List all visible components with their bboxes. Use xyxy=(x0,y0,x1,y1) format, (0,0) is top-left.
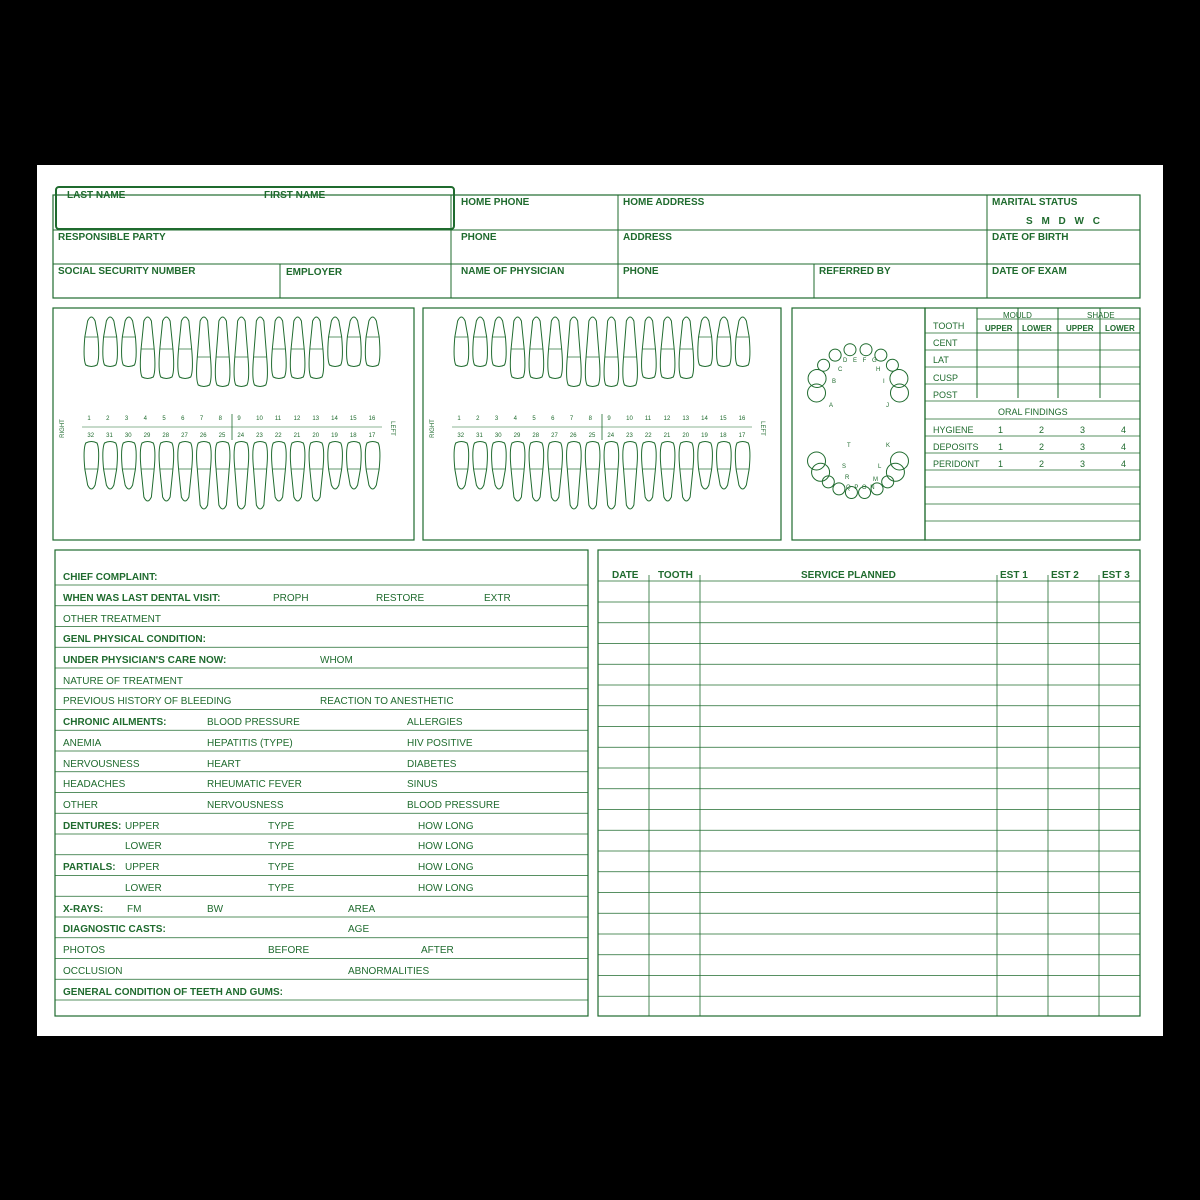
bleeding-label: PREVIOUS HISTORY OF BLEEDING xyxy=(63,696,232,707)
blood-pressure-label: BLOOD PRESSURE xyxy=(207,717,300,728)
perm2-lower-22: 22 xyxy=(644,433,652,439)
perm2-lower-26: 26 xyxy=(569,433,577,439)
anemia-label: ANEMIA xyxy=(63,738,102,749)
general-condition-label: GENERAL CONDITION OF TEETH AND GUMS: xyxy=(63,987,283,998)
tooth-col-header: TOOTH xyxy=(658,570,693,581)
phone2-label: PHONE xyxy=(623,266,659,277)
perm-lower-27: 27 xyxy=(181,433,188,439)
hepatitis-label: HEPATITIS (TYPE) xyxy=(207,738,293,749)
perm2-upper-14: 14 xyxy=(701,416,708,422)
perm2-left-label: LEFT xyxy=(758,421,765,436)
chronic-label: CHRONIC AILMENTS: xyxy=(63,717,167,728)
perm2-lower-30: 30 xyxy=(494,433,502,439)
perm2-right-label: RIGHT xyxy=(429,419,436,438)
deposits-1[interactable]: 1 xyxy=(998,442,1004,452)
ssn-label: SOCIAL SECURITY NUMBER xyxy=(58,266,196,277)
hygiene-2[interactable]: 2 xyxy=(1039,425,1045,435)
other-label: OTHER xyxy=(63,800,98,811)
diabetes-label: DIABETES xyxy=(407,759,457,770)
primary-letter-b: B xyxy=(832,379,837,385)
primary-letter-a: A xyxy=(829,403,834,409)
age-label: AGE xyxy=(348,924,370,935)
peridont-3[interactable]: 3 xyxy=(1080,459,1086,469)
primary-upper-arch xyxy=(808,344,909,402)
primary-letter-l: L xyxy=(878,464,882,470)
phone-label: PHONE xyxy=(461,232,497,243)
last-visit-label: WHEN WAS LAST DENTAL VISIT: xyxy=(63,593,221,604)
partials-label: PARTIALS: xyxy=(63,862,116,873)
nervousness2-label: NERVOUSNESS xyxy=(207,800,284,811)
reaction-label: REACTION TO ANESTHETIC xyxy=(320,696,454,707)
photos-label: PHOTOS xyxy=(63,945,106,956)
nature-label: NATURE OF TREATMENT xyxy=(63,676,183,687)
service-col-header: SERVICE PLANNED xyxy=(801,570,896,581)
sinus-label: SINUS xyxy=(407,779,438,790)
perm2-lower-17: 17 xyxy=(738,433,746,439)
perm2-lower-28: 28 xyxy=(532,433,540,439)
perm-lower-17: 17 xyxy=(368,433,376,439)
perm-upper-4: 4 xyxy=(143,416,147,422)
peridont-1[interactable]: 1 xyxy=(998,459,1004,469)
dentures-label: DENTURES: xyxy=(63,821,122,832)
occlusion-label: OCCLUSION xyxy=(63,966,123,977)
perm2-upper-8: 8 xyxy=(588,416,592,422)
perm-upper-9: 9 xyxy=(237,416,241,422)
shade-lower: LOWER xyxy=(1105,324,1135,333)
first-name-label: FIRST NAME xyxy=(264,190,326,201)
perm2-upper-16: 16 xyxy=(738,416,746,422)
mould-upper: UPPER xyxy=(985,324,1013,333)
mould-header: MOULD xyxy=(1003,311,1032,320)
shade-upper: UPPER xyxy=(1066,324,1094,333)
est3-col-header: EST 3 xyxy=(1102,570,1130,581)
perm-upper-13: 13 xyxy=(312,416,320,422)
peridont-4[interactable]: 4 xyxy=(1121,459,1127,469)
before-label: BEFORE xyxy=(268,945,310,956)
extr-label: EXTR xyxy=(484,593,511,604)
dental-record-card xyxy=(37,165,1163,1036)
perm2-upper-15: 15 xyxy=(719,416,727,422)
allergies-label: ALLERGIES xyxy=(407,717,463,728)
hygiene-1[interactable]: 1 xyxy=(998,425,1004,435)
home-address-label: HOME ADDRESS xyxy=(623,197,705,208)
perm-lower-31: 31 xyxy=(106,433,113,439)
last-name-label: LAST NAME xyxy=(67,190,126,201)
mould-row-cent: CENT xyxy=(933,338,958,348)
perm-lower-25: 25 xyxy=(218,433,226,439)
perm-upper-16: 16 xyxy=(368,416,376,422)
perm2-upper-4: 4 xyxy=(513,416,517,422)
perm-lower-26: 26 xyxy=(199,433,207,439)
lower-teeth-illustration xyxy=(84,442,380,510)
rheumatic-label: RHEUMATIC FEVER xyxy=(207,779,302,790)
perm2-upper-11: 11 xyxy=(644,416,652,422)
area-label: AREA xyxy=(348,904,376,915)
perm-upper-6: 6 xyxy=(181,416,185,422)
est2-col-header: EST 2 xyxy=(1051,570,1079,581)
partials-upper-type: TYPE xyxy=(268,862,295,873)
perm-upper-15: 15 xyxy=(349,416,357,422)
perm-right-label: RIGHT xyxy=(59,419,66,438)
referred-by-label: REFERRED BY xyxy=(819,266,891,277)
deposits-label: DEPOSITS xyxy=(933,442,979,452)
perm2-lower-19: 19 xyxy=(701,433,708,439)
primary-letter-k: K xyxy=(886,443,891,449)
perm2-lower-21: 21 xyxy=(663,433,671,439)
perm-upper-11: 11 xyxy=(274,416,282,422)
oral-findings-title: ORAL FINDINGS xyxy=(998,407,1068,417)
mould-row-lat: LAT xyxy=(933,355,949,365)
perm2-lower-32: 32 xyxy=(457,433,465,439)
perm2-upper-9: 9 xyxy=(607,416,611,422)
home-phone-label: HOME PHONE xyxy=(461,197,530,208)
date-of-birth-label: DATE OF BIRTH xyxy=(992,232,1069,243)
primary-letter-i: I xyxy=(883,379,885,385)
deposits-4[interactable]: 4 xyxy=(1121,442,1127,452)
perm-upper-5: 5 xyxy=(162,416,166,422)
peridont-2[interactable]: 2 xyxy=(1039,459,1045,469)
perm-lower-24: 24 xyxy=(237,433,245,439)
mould-lower: LOWER xyxy=(1022,324,1052,333)
perm2-lower-31: 31 xyxy=(476,433,483,439)
primary-letter-m: M xyxy=(873,477,878,483)
proph-label: PROPH xyxy=(273,593,309,604)
nervousness-label: NERVOUSNESS xyxy=(63,759,140,770)
perm-lower-23: 23 xyxy=(256,433,263,439)
name-field[interactable] xyxy=(55,186,455,230)
fm-label: FM xyxy=(127,904,142,915)
partials-lower-howlong: HOW LONG xyxy=(418,883,474,894)
partials-lower-type: TYPE xyxy=(268,883,295,894)
lower-teeth-illustration-2 xyxy=(454,442,750,510)
perm2-lower-29: 29 xyxy=(513,433,521,439)
after-label: AFTER xyxy=(421,945,454,956)
upper-teeth-illustration-2 xyxy=(454,317,750,387)
peridont-label: PERIDONT xyxy=(933,459,980,469)
perm-lower-19: 19 xyxy=(331,433,338,439)
casts-label: DIAGNOSTIC CASTS: xyxy=(63,924,166,935)
xrays-label: X-RAYS: xyxy=(63,904,104,915)
partials-upper: UPPER xyxy=(125,862,160,873)
primary-letter-t: T xyxy=(847,443,851,449)
perm2-lower-18: 18 xyxy=(719,433,727,439)
perm-upper-10: 10 xyxy=(256,416,263,422)
chief-complaint-label: CHIEF COMPLAINT: xyxy=(63,572,158,583)
whom-label: WHOM xyxy=(320,655,353,666)
perm-lower-18: 18 xyxy=(349,433,357,439)
deposits-3[interactable]: 3 xyxy=(1080,442,1086,452)
tooth-header: TOOTH xyxy=(933,321,965,331)
marital-status-label: MARITAL STATUS xyxy=(992,197,1078,208)
perm2-lower-25: 25 xyxy=(588,433,596,439)
services-box xyxy=(598,550,1140,1016)
genl-condition-label: GENL PHYSICAL CONDITION: xyxy=(63,634,206,645)
perm2-lower-27: 27 xyxy=(551,433,558,439)
perm2-lower-23: 23 xyxy=(626,433,633,439)
primary-lower-letters: Q P O N xyxy=(846,485,876,491)
primary-upper-letters: D E F G xyxy=(843,358,879,364)
partials-upper-howlong: HOW LONG xyxy=(418,862,474,873)
perm-left-label: LEFT xyxy=(388,421,395,436)
perm-upper-2: 2 xyxy=(106,416,110,422)
partials-lower: LOWER xyxy=(125,883,162,894)
perm2-upper-13: 13 xyxy=(682,416,690,422)
primary-letter-j: J xyxy=(886,403,889,409)
date-of-exam-label: DATE OF EXAM xyxy=(992,266,1067,277)
heart-label: HEART xyxy=(207,759,241,770)
primary-letter-s: S xyxy=(842,464,847,470)
perm-lower-30: 30 xyxy=(124,433,132,439)
abnormalities-label: ABNORMALITIES xyxy=(348,966,430,977)
perm2-upper-5: 5 xyxy=(532,416,536,422)
hygiene-label: HYGIENE xyxy=(933,425,974,435)
responsible-party-label: RESPONSIBLE PARTY xyxy=(58,232,166,243)
perm2-upper-2: 2 xyxy=(476,416,480,422)
mould-row-cusp: CUSP xyxy=(933,373,959,383)
mould-row-post: POST xyxy=(933,390,958,400)
dentures-lower: LOWER xyxy=(125,841,162,852)
hiv-label: HIV POSITIVE xyxy=(407,738,473,749)
date-col-header: DATE xyxy=(612,570,639,581)
headaches-label: HEADACHES xyxy=(63,779,126,790)
perm2-lower-20: 20 xyxy=(682,433,690,439)
perm2-upper-1: 1 xyxy=(457,416,461,422)
employer-label: EMPLOYER xyxy=(286,267,343,278)
perm-upper-7: 7 xyxy=(199,416,204,422)
perm-lower-32: 32 xyxy=(87,433,95,439)
shade-header: SHADE xyxy=(1087,311,1115,320)
perm-upper-3: 3 xyxy=(124,416,129,422)
perm-upper-1: 1 xyxy=(87,416,91,422)
address-label: ADDRESS xyxy=(623,232,672,243)
blood-pressure2-label: BLOOD PRESSURE xyxy=(407,800,500,811)
est1-col-header: EST 1 xyxy=(1000,570,1028,581)
perm-lower-29: 29 xyxy=(143,433,151,439)
perm-lower-22: 22 xyxy=(274,433,282,439)
perm2-upper-7: 7 xyxy=(569,416,574,422)
perm-lower-20: 20 xyxy=(312,433,320,439)
hygiene-4[interactable]: 4 xyxy=(1121,425,1127,435)
dentures-upper: UPPER xyxy=(125,821,160,832)
dentures-lower-howlong: HOW LONG xyxy=(418,841,474,852)
dentures-upper-howlong: HOW LONG xyxy=(418,821,474,832)
perm2-lower-24: 24 xyxy=(607,433,615,439)
restore-label: RESTORE xyxy=(376,593,425,604)
upper-teeth-illustration xyxy=(84,317,380,387)
perm-upper-8: 8 xyxy=(218,416,222,422)
deposits-2[interactable]: 2 xyxy=(1039,442,1045,452)
perm-upper-14: 14 xyxy=(331,416,338,422)
primary-letter-r: R xyxy=(845,475,850,481)
dentures-upper-type: TYPE xyxy=(268,821,295,832)
primary-chart-panel xyxy=(792,308,925,540)
perm2-upper-10: 10 xyxy=(626,416,633,422)
perm2-upper-12: 12 xyxy=(663,416,671,422)
marital-codes: S M D W C xyxy=(1026,216,1103,227)
primary-letter-c: C xyxy=(838,367,843,373)
perm-lower-28: 28 xyxy=(162,433,170,439)
primary-letter-h: H xyxy=(876,367,881,373)
bw-label: BW xyxy=(207,904,224,915)
other-treatment-label: OTHER TREATMENT xyxy=(63,614,161,625)
under-care-label: UNDER PHYSICIAN'S CARE NOW: xyxy=(63,655,227,666)
perm-lower-21: 21 xyxy=(293,433,301,439)
hygiene-3[interactable]: 3 xyxy=(1080,425,1086,435)
physician-label: NAME OF PHYSICIAN xyxy=(461,266,565,277)
perm-upper-12: 12 xyxy=(293,416,301,422)
perm2-upper-6: 6 xyxy=(551,416,555,422)
perm2-upper-3: 3 xyxy=(494,416,499,422)
dentures-lower-type: TYPE xyxy=(268,841,295,852)
